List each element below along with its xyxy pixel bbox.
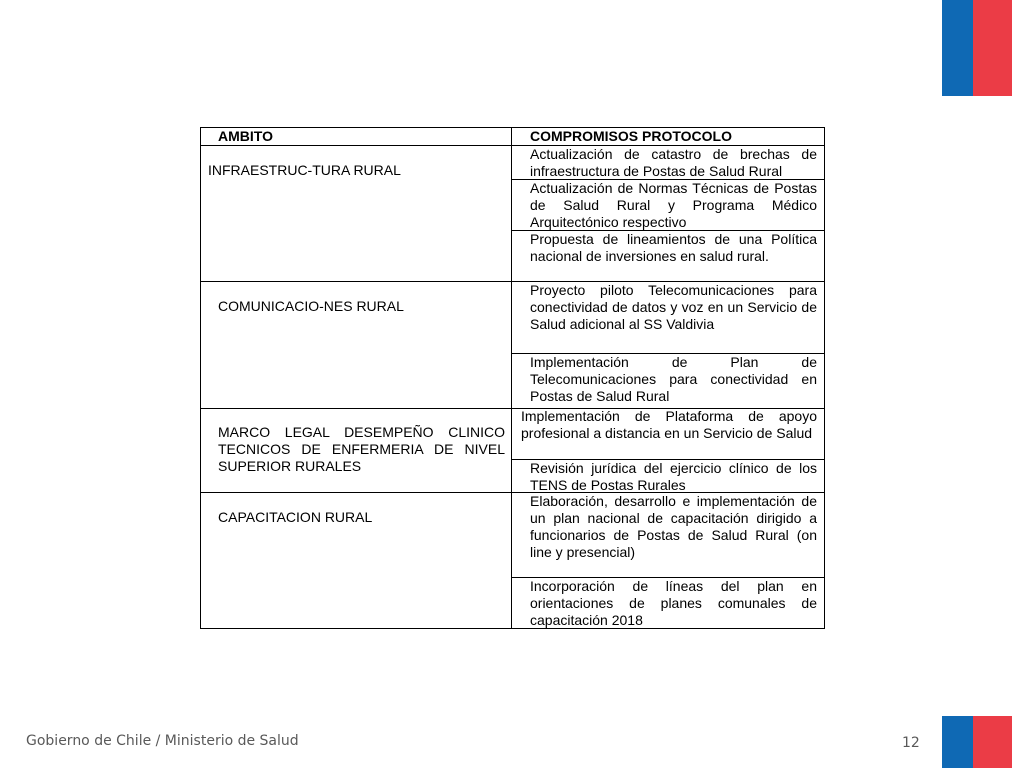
footer-institution: Gobierno de Chile / Ministerio de Salud — [26, 733, 299, 749]
flag-red-stripe — [973, 716, 1012, 768]
compromisos-table — [200, 127, 825, 629]
compromiso-cell: Implementación de Plan de Telecomunicaciones para conectividad en Postas de Salud Rural — [530, 354, 817, 404]
compromiso-cell: Actualización de catastro de brechas de infraestructura de Postas de Salud Rural — [530, 146, 817, 179]
column-divider — [511, 128, 512, 628]
ambito-capacitacion: CAPACITACION RURAL — [218, 509, 373, 525]
ambito-comunicaciones: COMUNICACIO-NES RURAL — [218, 298, 404, 314]
ambito-marco-legal: MARCO LEGAL DESEMPEÑO CLINICO TECNICOS DE ENFERMERIA DE NIVEL SUPERIOR RURALES — [218, 424, 505, 474]
page-number: 12 — [902, 735, 920, 751]
compromiso-cell: Actualización de Normas Técnicas de Postas de Salud Rural y Programa Médico Arquitectónico respectivo — [530, 180, 817, 230]
flag-blue-stripe — [942, 0, 973, 96]
compromiso-cell: Incorporación de líneas del plan en orientaciones de planes comunales de capacitación 2018 — [530, 578, 817, 628]
compromiso-cell: Implementación de Plataforma de apoyo profesional a distancia en un Servicio de Salud — [521, 408, 817, 441]
flag-red-stripe — [973, 0, 1012, 96]
compromiso-cell: Revisión jurídica del ejercicio clínico de los TENS de Postas Rurales — [530, 460, 817, 493]
compromiso-cell: Proyecto piloto Telecomunicaciones para conectividad de datos y voz en un Servicio de Salud adicional al SS Valdivia — [530, 282, 817, 332]
compromiso-cell: Elaboración, desarrollo e implementación de un plan nacional de capacitación dirigido a funcionarios de Postas de Salud Rural (on line y presencial) — [530, 493, 817, 560]
chile-flag-top — [942, 0, 1012, 96]
ambito-infraestructura: INFRAESTRUC-TURA RURAL — [208, 162, 401, 178]
header-ambito: AMBITO — [218, 128, 273, 144]
flag-blue-stripe — [942, 716, 973, 768]
chile-flag-bottom — [942, 716, 1012, 768]
compromiso-cell: Propuesta de lineamientos de una Política nacional de inversiones en salud rural. — [530, 231, 817, 264]
header-compromisos: COMPROMISOS PROTOCOLO — [530, 128, 732, 144]
